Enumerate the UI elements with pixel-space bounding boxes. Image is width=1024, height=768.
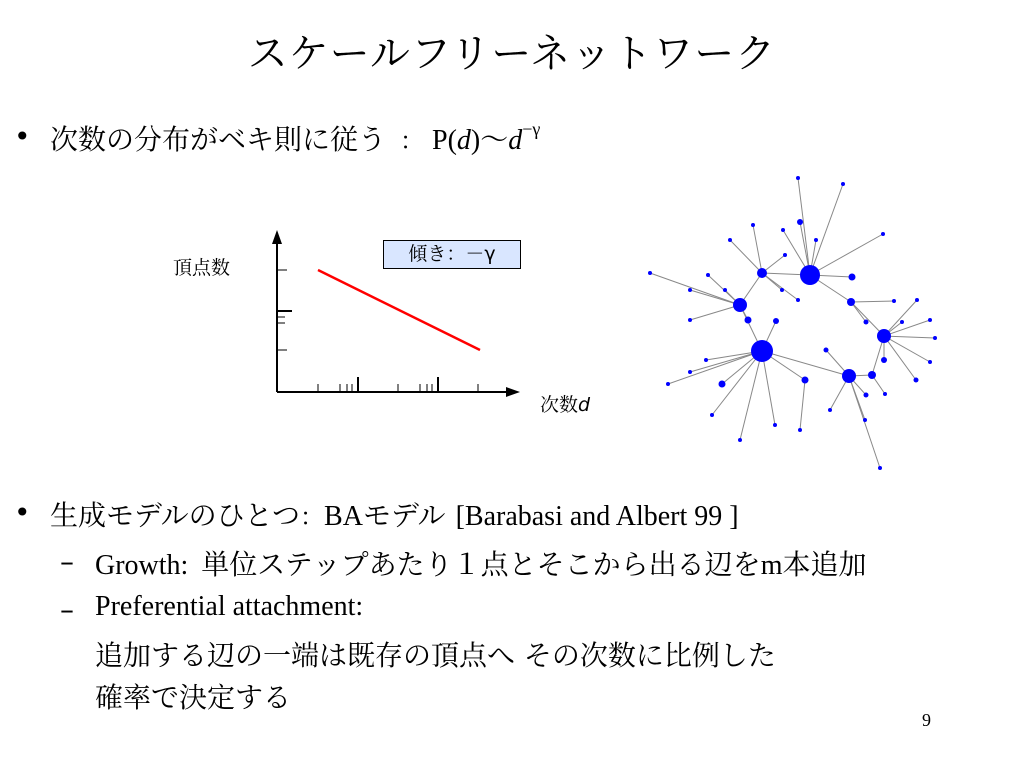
network-hub-node: [719, 381, 726, 388]
network-nodes: [719, 219, 919, 398]
network-leaf-node: [933, 336, 937, 340]
network-leaf-node: [648, 271, 652, 275]
network-leaf-node: [704, 358, 708, 362]
network-hub-node: [824, 348, 829, 353]
network-hub-node: [745, 317, 752, 324]
network-hub-node: [757, 268, 767, 278]
slide-title: スケールフリーネットワーク: [247, 31, 777, 77]
x-axis-label-var: d: [578, 394, 591, 416]
network-leaf-node: [796, 298, 800, 302]
network-hub-node: [797, 219, 803, 225]
ba-model-name: BA: [324, 501, 363, 532]
network-leaf-node: [751, 223, 755, 227]
network-leaf-node: [928, 360, 932, 364]
network-hub-node: [868, 371, 876, 379]
preferential-attachment-line2: 追加する辺の一端は既存の頂点へ その次数に比例した: [95, 639, 776, 672]
formula-p: P(: [432, 125, 457, 156]
network-hub-node: [847, 298, 855, 306]
network-hub-node: [864, 393, 869, 398]
growth-text-b: 本追加: [782, 548, 867, 581]
network-leaf-node: [881, 232, 885, 236]
growth-text-a: 単位ステップあたり１点とそこから出る辺を: [201, 548, 761, 581]
ba-model-citation: [Barabasi and Albert 99 ]: [455, 501, 739, 532]
sub-bullet-marker: –: [60, 545, 74, 578]
sub-bullet-marker: –: [60, 593, 74, 626]
network-leaf-node: [915, 298, 919, 302]
preferential-attachment-line3: 確率で決定する: [95, 681, 292, 714]
formula-exponent: −γ: [522, 119, 541, 139]
ba-model-suffix: モデル: [362, 499, 446, 532]
network-leaf-node: [928, 318, 932, 322]
network-edges: [650, 178, 935, 468]
network-leaf-node: [796, 176, 800, 180]
network-leaf-node: [892, 299, 896, 303]
network-hub-node: [802, 377, 809, 384]
bullet-power-law-text: 次数の分布がベキ則に従う: [50, 123, 387, 156]
network-leaf-node: [710, 413, 714, 417]
growth-label: Growth:: [95, 550, 189, 581]
network-leaf-node: [728, 238, 732, 242]
network-hub-node: [864, 320, 869, 325]
network-leaf-node: [666, 382, 670, 386]
network-leaf-node: [798, 428, 802, 432]
network-hub-node: [842, 369, 856, 383]
network-leaf-node: [738, 438, 742, 442]
network-hub-node: [849, 274, 856, 281]
network-leaf-node: [883, 392, 887, 396]
page-number: 9: [922, 710, 931, 730]
network-leaf-node: [900, 320, 904, 324]
bullet-marker: •: [14, 120, 31, 153]
network-leaf-node: [706, 273, 710, 277]
network-leaf-node: [841, 182, 845, 186]
network-leaf-node: [828, 408, 832, 412]
bullet-ba-model-text: 生成モデルのひとつ: [50, 499, 301, 532]
network-leaf-node: [723, 288, 727, 292]
network-hub-node: [881, 357, 887, 363]
ba-model-colon: ：: [300, 503, 325, 531]
formula-colon: ：: [400, 129, 425, 155]
x-axis-label-text: 次数: [540, 394, 579, 416]
formula-d1: d: [456, 125, 471, 156]
network-leaf-node: [688, 318, 692, 322]
network-leaf-node: [688, 288, 692, 292]
network-leaf-node: [863, 418, 867, 422]
formula-close-paren: ): [470, 125, 481, 156]
network-hub-node: [773, 318, 779, 324]
network-leaf-node: [781, 228, 785, 232]
formula-tilde: 〜: [480, 123, 509, 156]
formula-d2: d: [508, 125, 523, 156]
sub-bullet-growth: [95, 543, 866, 583]
network-hub-node: [800, 265, 820, 285]
network-leaf-node: [780, 288, 784, 292]
network-leaf-nodes: [648, 176, 937, 470]
bullet-ba-model: [50, 494, 739, 534]
network-leaf-node: [783, 253, 787, 257]
network-leaf-node: [773, 423, 777, 427]
growth-text-m: m: [760, 550, 783, 581]
network-hub-node: [751, 340, 773, 362]
y-axis-label: 頂点数: [173, 257, 231, 279]
network-hub-node: [914, 378, 919, 383]
network-hub-node: [877, 329, 891, 343]
network-leaf-node: [688, 370, 692, 374]
network-leaf-node: [814, 238, 818, 242]
slope-annotation: 傾き：－γ: [383, 240, 521, 269]
network-hub-node: [733, 298, 747, 312]
bullet-marker: •: [14, 496, 31, 529]
preferential-attachment-label: Preferential attachment:: [95, 591, 364, 622]
network-leaf-node: [878, 466, 882, 470]
